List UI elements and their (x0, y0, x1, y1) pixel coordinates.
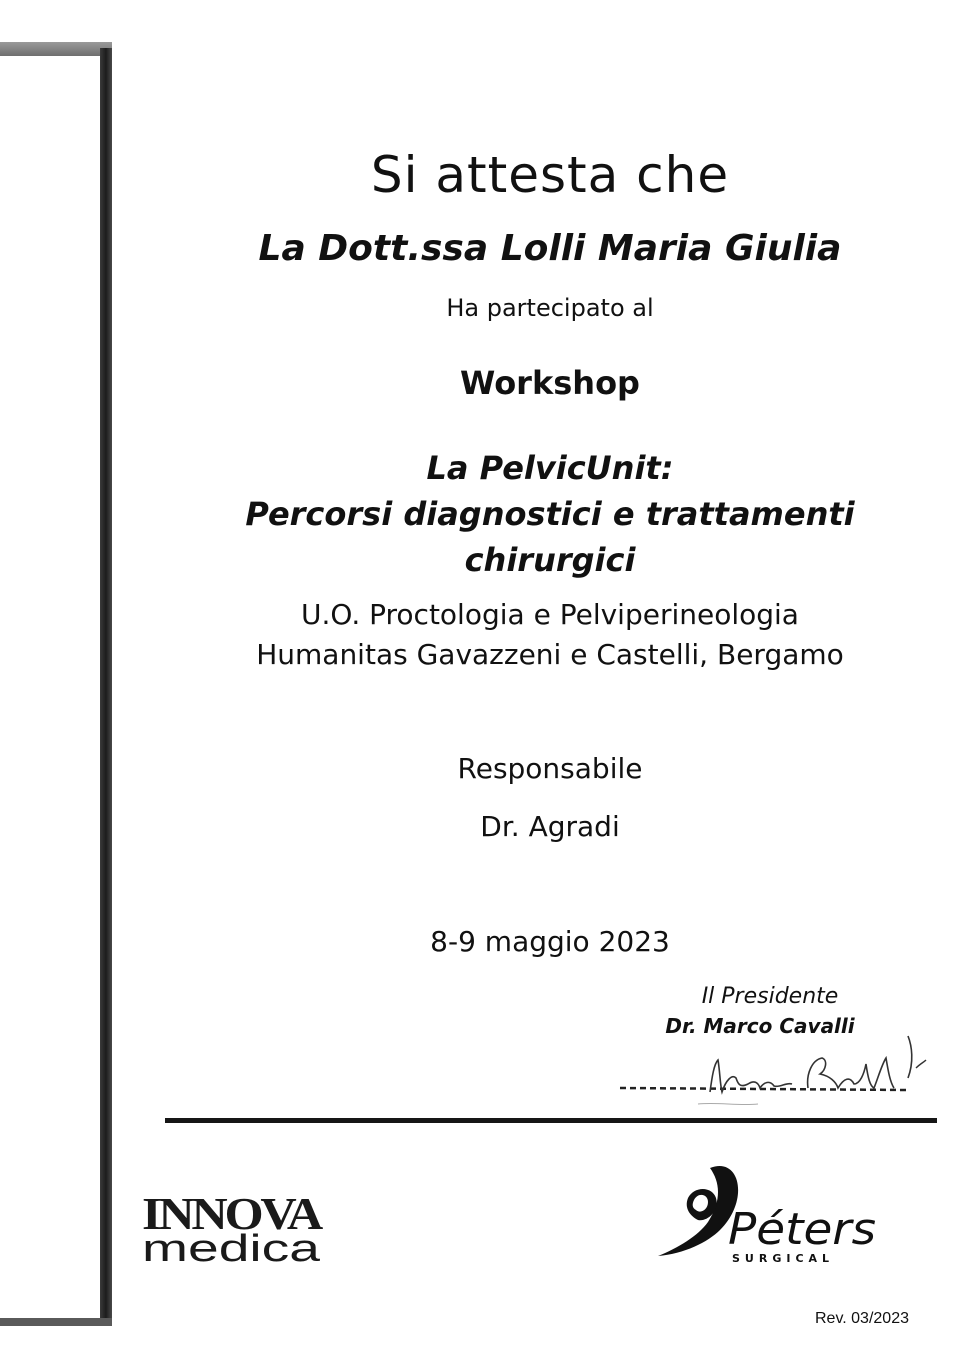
scan-edge-bottom (0, 1318, 112, 1326)
revision-label: Rev. 03/2023 (815, 1310, 909, 1327)
event-title-line: La PelvicUnit: (426, 449, 674, 487)
location-line: U.O. Proctologia e Pelviperineologia (301, 598, 799, 631)
innova-wordmark: INNOVA (142, 1188, 324, 1239)
scan-edge-top (0, 42, 112, 56)
location-line: Humanitas Gavazzeni e Castelli, Bergamo (256, 638, 844, 671)
responsible-name: Dr. Agradi (480, 810, 620, 843)
participation-text: Ha partecipato al (446, 294, 654, 322)
responsible-label: Responsabile (457, 752, 643, 785)
medica-wordmark: medica (142, 1228, 322, 1265)
certificate-intro: Si attesta che (370, 146, 730, 204)
peters-wordmark: Péters (728, 1204, 876, 1255)
president-role: Il Presidente (701, 984, 839, 1009)
separator-rule (165, 1118, 937, 1123)
event-type: Workshop (460, 364, 640, 402)
scan-edge-left (100, 48, 112, 1323)
event-title-line: chirurgici (464, 541, 636, 579)
surgical-wordmark: SURGICAL (732, 1252, 835, 1265)
peters-surgical-logo (650, 1160, 890, 1270)
president-signature (608, 1022, 933, 1112)
president-name: Dr. Marco Cavalli (665, 1014, 855, 1038)
recipient-name: La Dott.ssa Lolli Maria Giulia (258, 228, 842, 269)
event-location (160, 595, 940, 675)
event-title-line: Percorsi diagnostici e trattamenti (245, 495, 855, 533)
innova-medica-logo (140, 1185, 325, 1265)
event-date: 8-9 maggio 2023 (430, 925, 670, 958)
event-title (160, 445, 940, 583)
